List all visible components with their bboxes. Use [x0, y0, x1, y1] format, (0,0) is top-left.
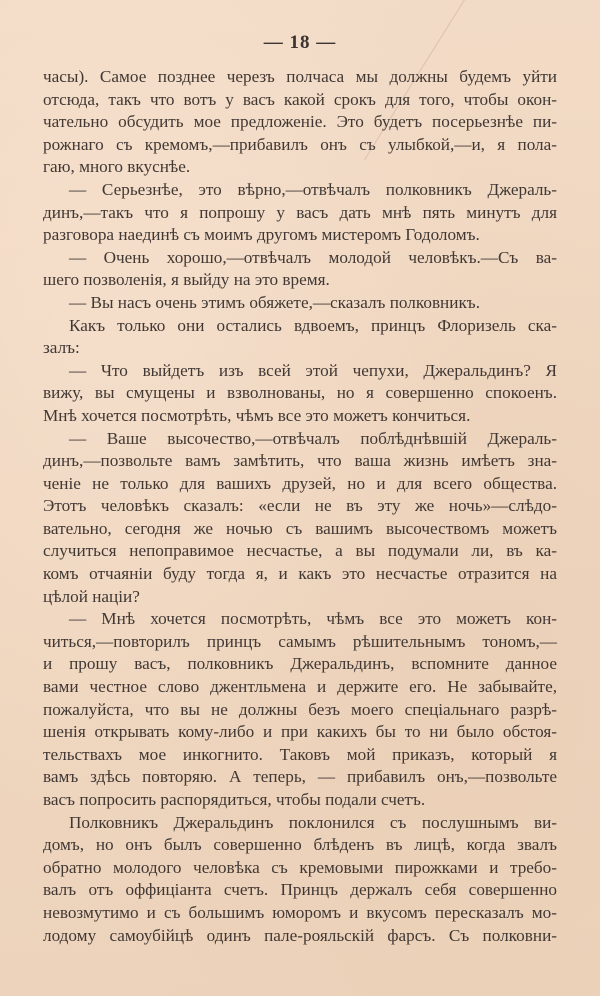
text-line: — Что выйдетъ изъ всей этой чепухи, Джеральдинъ? Я [69, 360, 557, 380]
text-line: вижу, вы смущены и взволнованы, но я совершенно спокоенъ. [43, 383, 557, 403]
text-line: шего позволенія, я выйду на это время. [43, 270, 330, 290]
text-line: гаю, много вкуснѣе. [43, 157, 191, 177]
text-line: комъ отчаяніи буду тогда я, и какъ это несчастье отразится на [43, 564, 557, 584]
text-line: валъ отъ оффиціанта счетъ. Принцъ держалъ себя совершенно [43, 880, 557, 900]
text-line: пожалуйста, что вы не должны безъ моего спеціальнаго разрѣ- [43, 699, 557, 719]
text-line: динъ,—такъ что я попрошу у васъ дать мнѣ пять минутъ для [43, 202, 557, 222]
text-line: динъ,—позвольте вамъ замѣтить, что ваша жизнь имѣетъ зна- [43, 451, 557, 471]
text-line: обратно молодого человѣка съ кремовыми пирожками и требо- [43, 857, 557, 877]
text-line: вамъ здѣсь повторяю. А теперь, — прибавилъ онъ,—позвольте [43, 767, 557, 787]
text-line: рожнаго съ кремомъ,—прибавилъ онъ съ улыбкой,—и, я пола- [43, 134, 557, 154]
text-line: и прошу васъ, полковникъ Джеральдинъ, вспомните данное [43, 654, 557, 674]
text-line: вами честное слово джентльмена и держите его. Не забывайте, [43, 677, 557, 697]
text-line: — Вы насъ очень этимъ обяжете,—сказалъ полковникъ. [69, 292, 480, 312]
text-line: — Серьезнѣе, это вѣрно,—отвѣчалъ полковникъ Джераль- [69, 179, 557, 199]
text-line: лодому самоубійцѣ одинъ пале-рояльскій фарсъ. Съ полковни- [43, 925, 557, 945]
text-line: домъ, но онъ былъ совершенно блѣденъ въ лицѣ, когда звалъ [43, 835, 557, 855]
text-line: отсюда, такъ что вотъ у васъ какой срокъ для того, чтобы окон- [43, 89, 557, 109]
text-line: читься,—повторилъ принцъ самымъ рѣшительнымъ тономъ,— [43, 631, 557, 651]
text-line: — Мнѣ хочется посмотрѣть, чѣмъ все это можетъ кон- [69, 609, 557, 629]
text-line: Какъ только они остались вдвоемъ, принцъ Флоризель ска- [69, 315, 557, 335]
text-line: часы). Самое позднее черезъ полчаса мы должны будемъ уйти [43, 67, 557, 86]
text-line: чательно обсудить мое предложеніе. Это будетъ посерьезнѣе пи- [43, 112, 557, 132]
text-line: Полковникъ Джеральдинъ поклонился съ послушнымъ ви- [69, 812, 557, 832]
text-line: залъ: [43, 338, 80, 358]
text-line: Мнѣ хочется посмотрѣть, чѣмъ все это можетъ кончиться. [43, 405, 471, 425]
text-line: Этотъ человѣкъ сказалъ: «если не въ эту же ночь»—слѣдо- [43, 496, 557, 516]
text-line: вательно, сегодня же ночью съ вашимъ высочествомъ можетъ [43, 518, 557, 538]
page-text-body [43, 66, 557, 947]
text-line: ченіе не только для вашихъ друзей, но и для всего общества. [43, 473, 557, 493]
text-line: шенія открывать кому-либо и при какихъ бы то ни было обстоя- [43, 722, 557, 742]
text-line: случиться непоправимое несчастье, а вы подумали ли, въ ка- [43, 541, 557, 561]
text-line: тельствахъ мое инкогнито. Таковъ мой приказъ, который я [43, 744, 557, 764]
text-line: — Ваше высочество,—отвѣчалъ поблѣднѣвшій Джераль- [69, 428, 557, 448]
text-line: невозмутимо и съ большимъ юморомъ и вкусомъ пересказалъ мо- [43, 902, 557, 922]
text-line: цѣлой націи? [43, 586, 140, 606]
page-number: — 18 — [263, 32, 337, 53]
text-line: васъ попросить распорядиться, чтобы подали счетъ. [43, 790, 426, 809]
text-line: разговора наединѣ съ моимъ другомъ мистеромъ Годоломъ. [43, 225, 480, 245]
text-line: — Очень хорошо,—отвѣчалъ молодой человѣкъ.—Съ ва- [69, 247, 557, 267]
